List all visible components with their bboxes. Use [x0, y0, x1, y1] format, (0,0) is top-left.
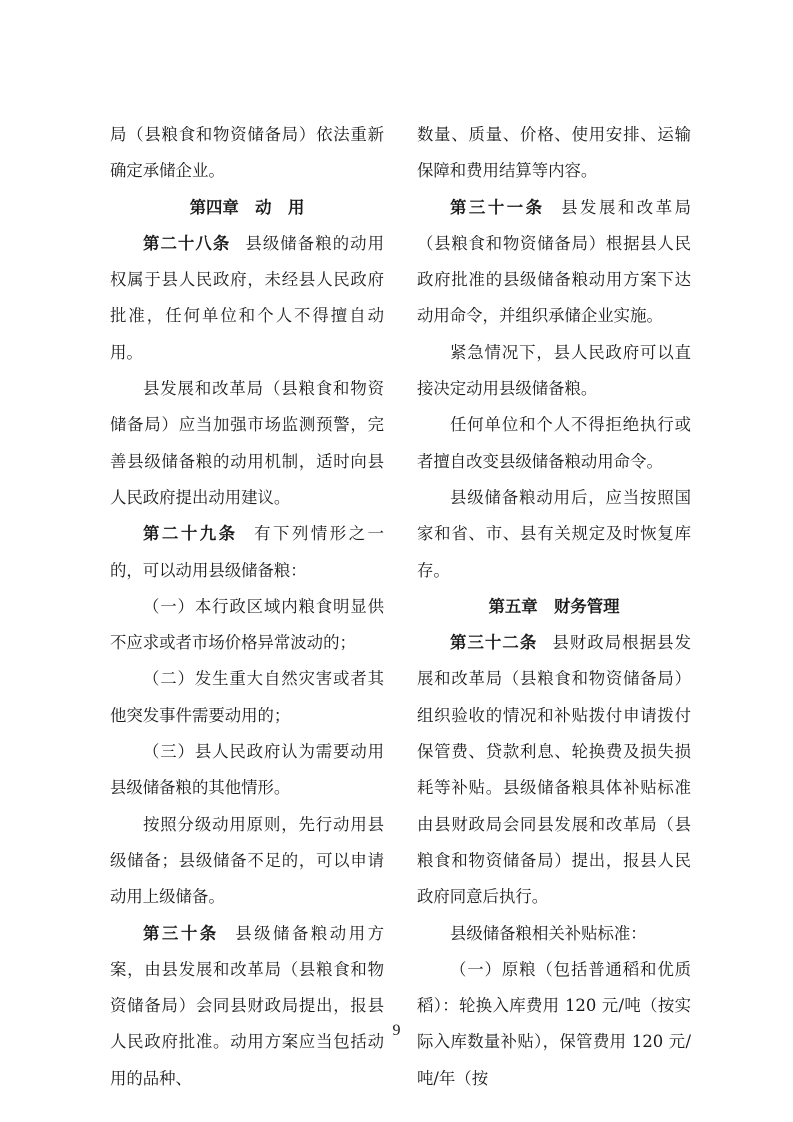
- article-30: [110, 916, 384, 1097]
- article-32-label: 第三十二条: [450, 633, 538, 653]
- paragraph-subsidy-item-1: （一）原粮（包括普通稻和优质稻）：轮换入库费用 120 元/吨（按实际入库数量补贴），保管费用 120 元/吨/年（按: [417, 959, 691, 1088]
- paragraph-subsidy-intro: 县级储备粮相关补贴标准：: [450, 923, 647, 943]
- article-31-text: 县发展和改革局（县粮食和物资储备局）根据县人民政府批准的县级储备粮动用方案下达动用命令，并组织承储企业实施。: [417, 197, 692, 326]
- article-32: [417, 625, 691, 915]
- article-28-label: 第二十八条: [143, 233, 231, 253]
- article-31: [417, 190, 691, 335]
- article-28-text: 县级储备粮的动用权属于县人民政府，未经县人民政府批准，任何单位和个人不得擅自动用。: [110, 233, 385, 362]
- article-32-text: 县财政局根据县发展和改革局（县粮食和物资储备局）组织验收的情况和补贴拨付申请拨付保管费、贷款利息、轮换费及损失损耗等补贴。县级储备粮具体补贴标准由县财政局会同县发展和改革局（县粮食和物资储备局）提出，报县人民政府同意后执行。: [417, 633, 692, 907]
- paragraph-refuse: 任何单位和个人不得拒绝执行或者擅自改变县级储备粮动用命令。: [417, 415, 691, 471]
- article-29: [110, 516, 384, 589]
- paragraph-monitoring: 县发展和改革局（县粮食和物资储备局）应当加强市场监测预警，完善县级储备粮的动用机制，适时向县人民政府提出动用建议。: [110, 379, 384, 507]
- article-29-text: 有下列情形之一的，可以动用县级储备粮：: [110, 524, 385, 580]
- paragraph-principle: 按照分级动用原则，先行动用县级储备；县级储备不足的，可以申请动用上级储备。: [110, 814, 384, 907]
- article-29-label: 第二十九条: [143, 524, 238, 544]
- page-number: 9: [392, 1022, 401, 1039]
- list-item-3: （三）县人民政府认为需要动用县级储备粮的其他情形。: [110, 742, 384, 798]
- paragraph-continuation: 数量、质量、价格、使用安排、运输保障和费用结算等内容。: [417, 125, 691, 181]
- article-30-text: 县级储备粮动用方案，由县发展和改革局（县粮食和物资储备局）会同县财政局提出，报县人民政府批准。动用方案应当包括动用的品种、: [110, 923, 385, 1088]
- paragraph-restore: 县级储备粮动用后，应当按照国家和省、市、县有关规定及时恢复库存。: [417, 487, 691, 580]
- left-column: [110, 117, 384, 1097]
- right-column: [417, 117, 691, 1097]
- article-31-label: 第三十一条: [450, 197, 545, 217]
- paragraph-continuation: 局（县粮食和物资储备局）依法重新确定承储企业。: [110, 125, 384, 181]
- paragraph-emergency: 紧急情况下，县人民政府可以直接决定动用县级储备粮。: [417, 342, 691, 399]
- article-30-label: 第三十条: [143, 923, 219, 943]
- list-item-2: （二）发生重大自然灾害或者其他突发事件需要动用的；: [110, 669, 384, 725]
- chapter-heading-4: 第四章 动 用: [189, 197, 305, 217]
- article-28: [110, 226, 384, 371]
- chapter-heading-5: 第五章 财务管理: [488, 596, 620, 616]
- list-item-1: （一）本行政区域内粮食明显供不应求或者市场价格异常波动的；: [110, 596, 384, 653]
